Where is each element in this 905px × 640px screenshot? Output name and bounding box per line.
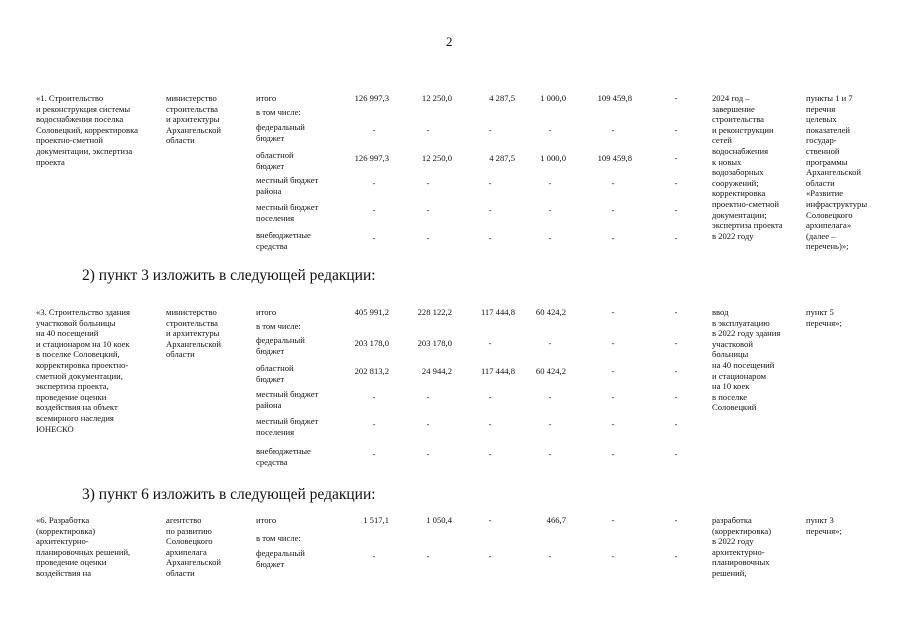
funding-value-cell: 126 997,3: [354, 153, 389, 163]
funding-value-cell: -: [548, 419, 552, 429]
funding-value-cell: -: [372, 233, 376, 243]
funding-source-label: внебюджетные средства: [256, 230, 311, 251]
funding-value-cell: 109 459,8: [597, 153, 632, 163]
funding-value-cell: 24 944,2: [421, 366, 452, 376]
funding-source-label: федеральный бюджет: [256, 335, 305, 356]
funding-source-label: в том числе:: [256, 321, 301, 331]
funding-source-label: местный бюджет района: [256, 389, 319, 410]
funding-value-cell: -: [674, 307, 678, 317]
funding-value-cell: -: [426, 205, 430, 215]
expected-result: 2024 год – завершение строительства и реконструкции сетей водоснабжения к новых водозаборных сооружений; корректировка проектно-сметной документации; экспертиза проекта в 2022 году: [712, 93, 783, 241]
funding-value-cell: 203 178,0: [354, 338, 389, 348]
funding-value-cell: 117 444,8: [480, 307, 515, 317]
funding-value-cell: -: [372, 125, 376, 135]
funding-source-label: в том числе:: [256, 107, 301, 117]
funding-value-cell: -: [488, 233, 492, 243]
funding-source-label: итого: [256, 307, 277, 317]
measure-name: «3. Строительство здания участковой больницы на 40 посещений и стационаром на 10 коек в поселке Соловецкий, корректировка проектно- сметной документации, экспертиза проекта, проведение оценки воздействия на объект всемирного наследия ЮНЕСКО: [36, 307, 130, 434]
funding-source-label: областной бюджет: [256, 150, 294, 171]
funding-value-cell: 203 178,0: [417, 338, 452, 348]
funding-value-cell: 126 997,3: [354, 93, 389, 103]
funding-value-cell: -: [548, 449, 552, 459]
executor: агентство по развитию Соловецкого архипелага Архангельской области: [166, 515, 221, 578]
funding-value-cell: -: [372, 392, 376, 402]
funding-source-label: федеральный бюджет: [256, 122, 305, 143]
funding-value-cell: -: [548, 233, 552, 243]
funding-value-cell: -: [611, 419, 615, 429]
funding-value-cell: -: [488, 515, 492, 525]
funding-value-cell: 1 000,0: [540, 93, 566, 103]
funding-source-label: итого: [256, 93, 277, 103]
funding-value-cell: 1 517,1: [363, 515, 389, 525]
section-3-heading: 3) пункт 6 изложить в следующей редакции:: [82, 486, 376, 503]
funding-value-cell: -: [674, 93, 678, 103]
funding-value-cell: -: [372, 178, 376, 188]
executor: министерство строительства и архитектуры Архангельской области: [166, 93, 221, 146]
funding-source-label: местный бюджет поселения: [256, 416, 319, 437]
funding-value-cell: -: [488, 449, 492, 459]
funding-source-label: федеральный бюджет: [256, 548, 305, 569]
funding-value-cell: -: [372, 551, 376, 561]
funding-value-cell: -: [548, 551, 552, 561]
funding-value-cell: -: [488, 178, 492, 188]
funding-value-cell: -: [488, 125, 492, 135]
page-number: 2: [446, 34, 453, 49]
funding-value-cell: -: [674, 366, 678, 376]
funding-value-cell: -: [674, 551, 678, 561]
funding-value-cell: -: [674, 419, 678, 429]
funding-value-cell: 12 250,0: [421, 153, 452, 163]
indicator-ref: пункты 1 и 7 перечня целевых показателей государ- ственной программы Архангельской области «Развитие инфраструктуры Соловецкого архипелага» (далее – перечень)»;: [806, 93, 868, 252]
funding-value-cell: -: [488, 338, 492, 348]
funding-value-cell: -: [611, 551, 615, 561]
funding-value-cell: 4 287,5: [489, 93, 515, 103]
funding-value-cell: -: [548, 125, 552, 135]
funding-value-cell: -: [611, 392, 615, 402]
funding-value-cell: -: [611, 366, 615, 376]
funding-value-cell: -: [548, 392, 552, 402]
funding-value-cell: -: [488, 392, 492, 402]
funding-value-cell: -: [426, 551, 430, 561]
funding-value-cell: -: [548, 205, 552, 215]
funding-value-cell: -: [426, 449, 430, 459]
funding-value-cell: -: [611, 449, 615, 459]
funding-value-cell: -: [674, 178, 678, 188]
funding-value-cell: 405 991,2: [354, 307, 389, 317]
funding-value-cell: -: [426, 125, 430, 135]
funding-value-cell: 117 444,8: [480, 366, 515, 376]
funding-value-cell: -: [611, 233, 615, 243]
funding-value-cell: -: [674, 392, 678, 402]
funding-source-label: итого: [256, 515, 277, 525]
funding-value-cell: -: [674, 515, 678, 525]
section-2-heading: 2) пункт 3 изложить в следующей редакции:: [82, 267, 376, 284]
funding-value-cell: -: [611, 205, 615, 215]
funding-value-cell: 1 000,0: [540, 153, 566, 163]
funding-source-label: внебюджетные средства: [256, 446, 311, 467]
funding-value-cell: -: [674, 338, 678, 348]
funding-source-label: областной бюджет: [256, 363, 294, 384]
funding-value-cell: -: [611, 178, 615, 188]
funding-value-cell: -: [372, 205, 376, 215]
measure-name: «6. Разработка (корректировка) архитектурно- планировочных решений, проведение оценки воздействия на: [36, 515, 131, 578]
expected-result: разработка (корректировка) в 2022 году архитектурно- планировочных решений,: [712, 515, 772, 578]
funding-value-cell: -: [611, 338, 615, 348]
funding-value-cell: -: [372, 419, 376, 429]
funding-value-cell: -: [611, 307, 615, 317]
funding-source-label: в том числе:: [256, 533, 301, 543]
funding-value-cell: -: [674, 205, 678, 215]
funding-value-cell: -: [488, 551, 492, 561]
funding-value-cell: 1 050,4: [426, 515, 452, 525]
funding-value-cell: 228 122,2: [417, 307, 452, 317]
funding-source-label: местный бюджет района: [256, 175, 319, 196]
funding-value-cell: 4 287,5: [489, 153, 515, 163]
funding-value-cell: -: [611, 125, 615, 135]
funding-value-cell: -: [674, 125, 678, 135]
funding-value-cell: -: [488, 205, 492, 215]
funding-value-cell: -: [674, 153, 678, 163]
funding-value-cell: 60 424,2: [535, 366, 566, 376]
funding-value-cell: -: [372, 449, 376, 459]
funding-value-cell: -: [548, 178, 552, 188]
funding-value-cell: 60 424,2: [535, 307, 566, 317]
expected-result: ввод в эксплуатацию в 2022 году здания участковой больницы на 40 посещений и стационаром на 10 коек в поселке Соловецкий: [712, 307, 781, 413]
funding-source-label: местный бюджет поселения: [256, 202, 319, 223]
funding-value-cell: -: [488, 419, 492, 429]
funding-value-cell: -: [674, 233, 678, 243]
funding-value-cell: 202 813,2: [354, 366, 389, 376]
funding-value-cell: -: [426, 419, 430, 429]
funding-value-cell: 12 250,0: [421, 93, 452, 103]
measure-name: «1. Строительство и реконструкция системы водоснабжения поселка Соловецкий, корректировка проектно-сметной документации, экспертиза проекта: [36, 93, 138, 167]
funding-value-cell: -: [426, 392, 430, 402]
funding-value-cell: -: [611, 515, 615, 525]
funding-value-cell: 109 459,8: [597, 93, 632, 103]
funding-value-cell: -: [548, 338, 552, 348]
executor: министерство строительства и архитектуры Архангельской области: [166, 307, 221, 360]
indicator-ref: пункт 5 перечня»;: [806, 307, 842, 328]
indicator-ref: пункт 3 перечня»;: [806, 515, 842, 536]
funding-value-cell: -: [426, 178, 430, 188]
funding-value-cell: -: [674, 449, 678, 459]
funding-value-cell: -: [426, 233, 430, 243]
funding-value-cell: 466,7: [546, 515, 566, 525]
